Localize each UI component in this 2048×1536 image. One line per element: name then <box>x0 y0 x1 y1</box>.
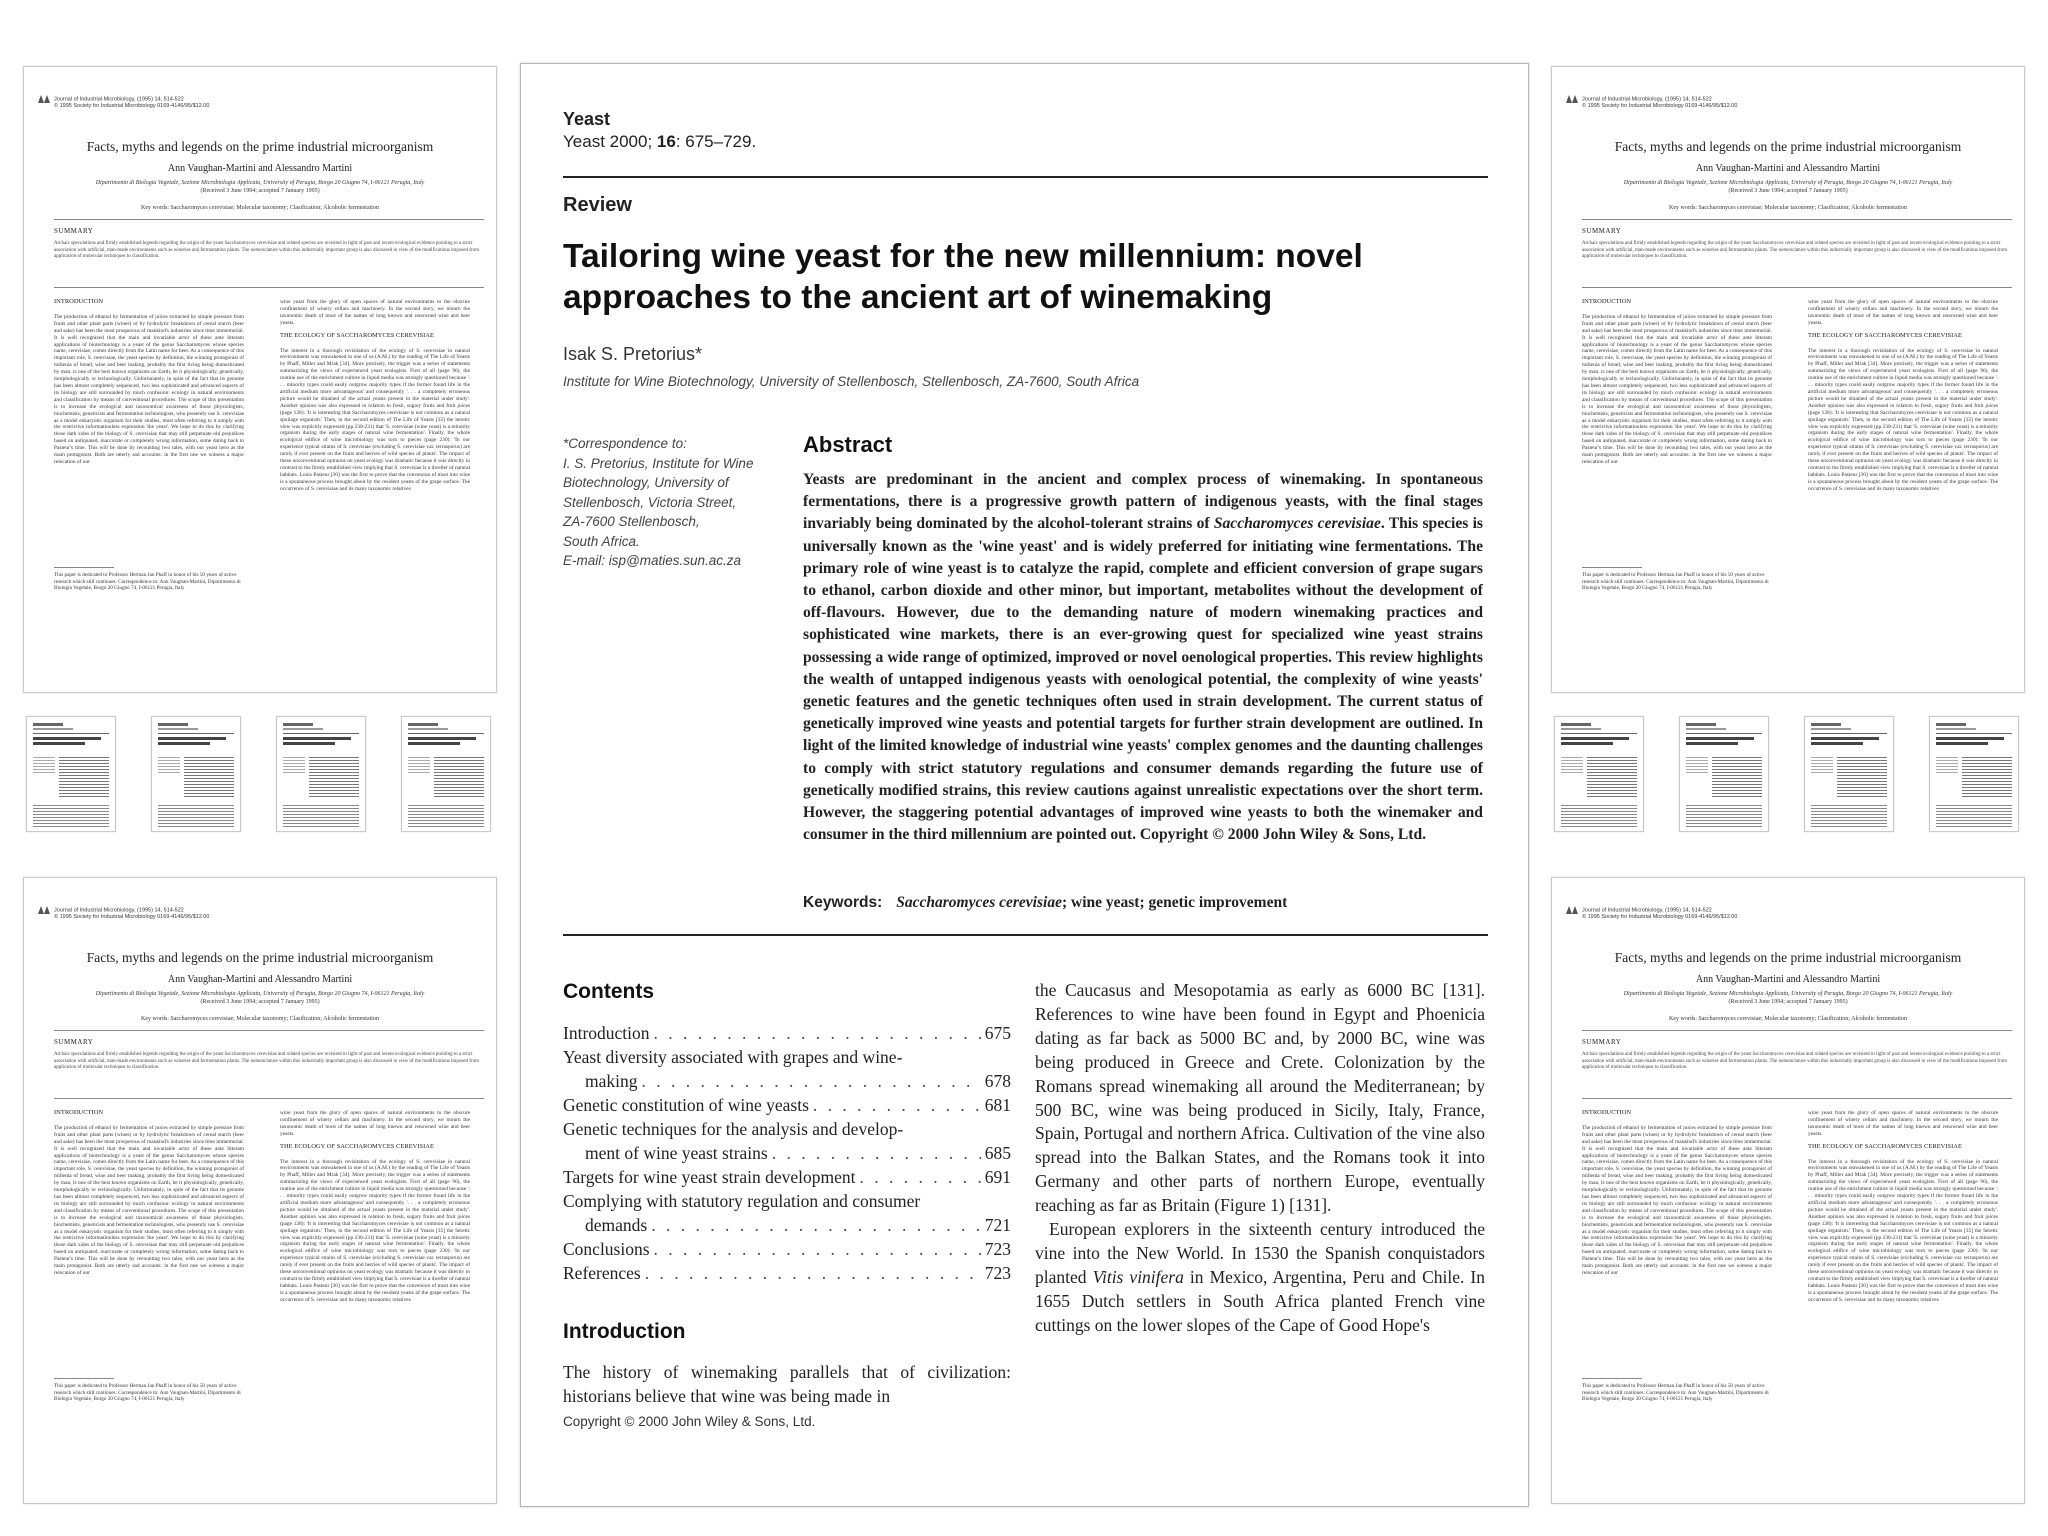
side-paper-authors: Ann Vaughan-Martini and Alessandro Martini <box>1695 974 1881 985</box>
page-thumbnail[interactable] <box>1554 716 1644 832</box>
toc-entry[interactable]: Introduction . . . 675 <box>563 1021 1011 1045</box>
contents-heading: Contents <box>563 980 654 1003</box>
side-column-right: wine yeast from the glory of open spaces of natural environments to the obscure confinement of winery cellars and machinery. In the second story, we mourn the taxonomic death of most of the names of long known and renowned wine and beer yeasts. THE ECOLOGY OF SACCHAROMYCES CEREVISIAE The interest in a thorough revisitation of the ecology of S. cerevisiae in natural environments was reawakened in one of us (A.M.) by the reading of The Life of Yeasts by Phaff, Miller and Mrak [34]. More precisely, the trigger was a series of statements summarizing the views of experienced yeast ecologists. First of all (page 96), the routine use of the enrichment culture in liquid media was strongly questioned because '. . . minority types could easily outgrow majority types if the former found life in the artificial medium more advantageous' and consequently '. . . a completely erroneous picture would be obtained of the actual yeasts present in the material under study'. Another opinion was also expressed in relation to fresh, sugary fruits and fruit juices (page 128): 'It is interesting that Saccharomyces cerevisiae is not common as a natural spoilage organism.' Then, in the second edition of The Life of Yeasts [35] the heretic view was explicitly expressed (pp 230-231) that 'S. cerevisiae (wine yeast) is a minority organism during the early stages of natural wine fermentation'. Finally, the whole ecological edifice of wine microbiology was torn to pieces (page 230): 'In our experience typical strains of S. cerevisiae (excluding S. cerevisiae var. terrasporus) are rarely if ever present on the fruits and berries of wild species of plants'. The impact of these unconventional opinions on yeast ecology was dramatic because it was directly in contrast to the firmly established view implying that S. cerevisiae is a dweller of natural habitats. Louis Pasteur [30] was the first to prove that the conversion of must into wine is a spontaneous process brought about by the resident yeasts of the grape surface. The occurrence of S. cerevisiae and its many taxonomic relatives <box>280 1110 470 1303</box>
side-paper-page <box>23 66 497 693</box>
toc-entry[interactable]: Targets for wine yeast strain development . . . 691 <box>563 1165 1011 1189</box>
page-thumbnail[interactable] <box>401 716 491 832</box>
side-paper-authors: Ann Vaughan-Martini and Alessandro Martini <box>1695 163 1881 174</box>
side-paper-authors: Ann Vaughan-Martini and Alessandro Martini <box>167 974 353 985</box>
side-footnote: This paper is dedicated to Professor Herman Jan Phaff in honor of his 50 years of active research which still continues. Correspondence to: Ann Vaughan-Martini, Dipartimento di Biologia Vegetale, Borgo 20 Giugno 74, I-06121 Perugia, Italy <box>54 1378 244 1403</box>
table-of-contents <box>563 1021 1011 1285</box>
page-thumbnail[interactable] <box>1804 716 1894 832</box>
abstract-heading: Abstract <box>803 432 893 457</box>
side-paper-title: Facts, myths and legends on the prime industrial microorganism <box>86 950 434 965</box>
page-thumbnail[interactable] <box>1929 716 2019 832</box>
toc-entry[interactable]: References . . . 723 <box>563 1261 1011 1285</box>
side-summary-text: Archaic speculations and firmly established legends regarding the origin of the yeast Saccharomyces cerevisiae and related species are revisited in light of past and recent ecological evidence pointing to a strict association with artificial, man-made environments such as wineries and fermentation plants. The nomenclature within this industrially important group is also discussed in view of the modifications imposed from application of molecular techniques to classification. <box>54 1052 479 1070</box>
side-footnote: This paper is dedicated to Professor Herman Jan Phaff in honor of his 50 years of active research which still continues. Correspondence to: Ann Vaughan-Martini, Dipartimento di Biologia Vegetale, Borgo 20 Giugno 74, I-06121 Perugia, Italy <box>54 567 244 592</box>
side-rule <box>54 219 484 220</box>
journal-name: Yeast <box>563 109 611 129</box>
header-rule <box>563 176 1488 178</box>
toc-entry[interactable]: demands . . . 721 <box>563 1213 1011 1237</box>
article-author: Isak S. Pretorius* <box>563 344 703 364</box>
side-rule <box>1582 1098 2012 1099</box>
side-column-right: wine yeast from the glory of open spaces of natural environments to the obscure confinement of winery cellars and machinery. In the second story, we mourn the taxonomic death of most of the names of long known and renowned wine and beer yeasts. THE ECOLOGY OF SACCHAROMYCES CEREVISIAE The interest in a thorough revisitation of the ecology of S. cerevisiae in natural environments was reawakened in one of us (A.M.) by the reading of The Life of Yeasts by Phaff, Miller and Mrak [34]. More precisely, the trigger was a series of statements summarizing the views of experienced yeast ecologists. First of all (page 96), the routine use of the enrichment culture in liquid media was strongly questioned because '. . . minority types could easily outgrow majority types if the former found life in the artificial medium more advantageous' and consequently '. . . a completely erroneous picture would be obtained of the actual yeasts present in the material under study'. Another opinion was also expressed in relation to fresh, sugary fruits and fruit juices (page 128): 'It is interesting that Saccharomyces cerevisiae is not common as a natural spoilage organism.' Then, in the second edition of The Life of Yeasts [35] the heretic view was explicitly expressed (pp 230-231) that 'S. cerevisiae (wine yeast) is a minority organism during the early stages of natural wine fermentation'. Finally, the whole ecological edifice of wine microbiology was torn to pieces (page 230): 'In our experience typical strains of S. cerevisiae (excluding S. cerevisiae var. terrasporus) are rarely if ever present on the fruits and berries of wild species of plants'. The impact of these unconventional opinions on yeast ecology was dramatic because it was directly in contrast to the firmly established view implying that S. cerevisiae is a dweller of natural habitats. Louis Pasteur [30] was the first to prove that the conversion of must into wine is a spontaneous process brought about by the resident yeasts of the grape surface. The occurrence of S. cerevisiae and its many taxonomic relatives <box>1808 299 1998 492</box>
page-thumbnail[interactable] <box>151 716 241 832</box>
page-thumbnail[interactable] <box>26 716 116 832</box>
side-paper-keywords: Key words: Saccharomyces cerevisiae; Molecular taxonomy; Clasification; Alcoholic fermentation <box>1669 205 1907 211</box>
side-summary-text: Archaic speculations and firmly established legends regarding the origin of the yeast Saccharomyces cerevisiae and related species are revisited in light of past and recent ecological evidence pointing to a strict association with artificial, man-made environments such as wineries and fermentation plants. The nomenclature within this industrially important group is also discussed in view of the modifications imposed from application of molecular techniques to classification. <box>1582 241 2007 259</box>
toc-entry[interactable]: Genetic constitution of wine yeasts . . . 681 <box>563 1093 1011 1117</box>
side-journal-header: Journal of Industrial Microbiology, (1995) 14, 514-522 © 1995 Society for Industrial Microbiology 0169-4146/95/$12.00 <box>1566 95 1737 110</box>
author-affiliation: Institute for Wine Biotechnology, University of Stellenbosch, Stellenbosch, ZA-7600, South Africa <box>563 374 1140 389</box>
page-thumbnail[interactable] <box>276 716 366 832</box>
toc-entry[interactable]: Complying with statutory regulation and consumer <box>563 1191 921 1211</box>
side-paper-affiliation: Dipartimento di Biologia Vegetale, Sezione Microbiologia Applicata, University of Perugia, Borgo 20 Giugno 74, I-06121 Perugia, Italy (Received 3 June 1994; accepted 7 January 1995) <box>1623 991 1953 1005</box>
side-paper-title: Facts, myths and legends on the prime industrial microorganism <box>1614 950 1962 965</box>
side-column-left: INTRODUCTION The production of ethanol by fermentation of juices extracted by simple pressure from fruits and other plant parts (wines) or by hydrolytic breakdown of cereal starch (beer and sake) has been the most prosperous of mankind's industries since time immemorial. It is well recognized that the main and invariable actor of these ante litteram applications of biotechnology is a yeast of the genus Saccharomyces whose species name, cerevisiae, comes directly from the Latin name for beer. As a consequence of this important role, S. cerevisiae, the yeast species by definition, the winning protagonist of millenia of bread, wine and beer making, probably the first living being domesticated by man, is one of the best known organisms on Earth, be it physiologically, genetically, morphologically or technologically. Unfortunately, in spite of the fact that its genome has been almost completely sequenced, two less sophisticated and advanced aspects of its biology are still surrounded by much confusion: ecology in natural environments and classification by means of conventional procedures. The scope of this presentation is to increase the ecological and taxonomical awareness of those physiologists, biochemists, geneticists and fermentation technologists, who presently use S. cerevisiae as a model eukaryotic organism for their studies, most often referring to it simply with the restrictive informationless expression 'the yeast'. We hope to do this by clarifying those dark sides of the biology of S. cerevisiae that may still perpetuate old prejudices based on antiquated, inaccurate or completely wrong information, some dating back to Pasteur's time. This will be done by recounting two tales, with our yeast hero as the main protagonist. Both are utterly sad accounts: in the first one we witness a major relocation of our <box>1582 1110 1772 1276</box>
side-summary-heading: SUMMARY <box>1582 227 1622 235</box>
journal-logo-icon <box>38 906 50 914</box>
side-summary-text: Archaic speculations and firmly established legends regarding the origin of the yeast Saccharomyces cerevisiae and related species are revisited in light of past and recent ecological evidence pointing to a strict association with artificial, man-made environments such as wineries and fermentation plants. The nomenclature within this industrially important group is also discussed in view of the modifications imposed from application of molecular techniques to classification. <box>54 241 479 259</box>
abstract-text: Yeasts are predominant in the ancient and complex process of winemaking. In spontaneous fermentations, there is a progressive growth pattern of indigenous yeasts, with the final stages invariably being dominated by the alcohol-tolerant strains of Saccharomyces cerevisiae. This species is universally known as the 'wine yeast' and is widely preferred for initiating wine fermentations. The primary role of wine yeast is to catalyze the rapid, complete and efficient conversion of grape sugars to ethanol, carbon dioxide and other minor, but important, metabolites without the development of off-flavours. However, due to the demanding nature of modern winemaking practices and sophisticated wine markets, there is an ever-growing quest for specialized wine yeast strains possessing a wide range of optimized, improved or novel oenological properties. This review highlights the wealth of untapped indigenous yeasts with oenological potential, the complexity of wine yeasts' genetic features and the genetic techniques often used in strain development. The current status of genetically improved wine yeasts and potential targets for further strain development are outlined. In light of the limited knowledge of industrial wine yeasts' complex genomes and the daunting challenges to comply with strict statutory regulations and consumer demands regarding the future use of genetically modified strains, this review cautions against unrealistic expectations over the short term. However, the staggering potential advantages of improved wine yeasts to both the winemaker and consumer in the third millennium are pointed out. Copyright © 2000 John Wiley & Sons, Ltd. <box>803 471 1483 844</box>
side-paper-keywords: Key words: Saccharomyces cerevisiae; Molecular taxonomy; Clasification; Alcoholic fermentation <box>1669 1016 1907 1022</box>
side-paper-page <box>1551 66 2025 693</box>
side-column-left: INTRODUCTION The production of ethanol by fermentation of juices extracted by simple pressure from fruits and other plant parts (wines) or by hydrolytic breakdown of cereal starch (beer and sake) has been the most prosperous of mankind's industries since time immemorial. It is well recognized that the main and invariable actor of these ante litteram applications of biotechnology is a yeast of the genus Saccharomyces whose species name, cerevisiae, comes directly from the Latin name for beer. As a consequence of this important role, S. cerevisiae, the yeast species by definition, the winning protagonist of millenia of bread, wine and beer making, probably the first living being domesticated by man, is one of the best known organisms on Earth, be it physiologically, genetically, morphologically or technologically. Unfortunately, in spite of the fact that its genome has been almost completely sequenced, two less sophisticated and advanced aspects of its biology are still surrounded by much confusion: ecology in natural environments and classification by means of conventional procedures. The scope of this presentation is to increase the ecological and taxonomical awareness of those physiologists, biochemists, geneticists and fermentation technologists, who presently use S. cerevisiae as a model eukaryotic organism for their studies, most often referring to it simply with the restrictive informationless expression 'the yeast'. We hope to do this by clarifying those dark sides of the biology of S. cerevisiae that may still perpetuate old prejudices based on antiquated, inaccurate or completely wrong information, some dating back to Pasteur's time. This will be done by recounting two tales, with our yeast hero as the main protagonist. Both are utterly sad accounts: in the first one we witness a major relocation of our <box>54 1110 244 1276</box>
page-thumbnail[interactable] <box>1679 716 1769 832</box>
side-rule <box>54 287 484 288</box>
side-column-right: wine yeast from the glory of open spaces of natural environments to the obscure confinement of winery cellars and machinery. In the second story, we mourn the taxonomic death of most of the names of long known and renowned wine and beer yeasts. THE ECOLOGY OF SACCHAROMYCES CEREVISIAE The interest in a thorough revisitation of the ecology of S. cerevisiae in natural environments was reawakened in one of us (A.M.) by the reading of The Life of Yeasts by Phaff, Miller and Mrak [34]. More precisely, the trigger was a series of statements summarizing the views of experienced yeast ecologists. First of all (page 96), the routine use of the enrichment culture in liquid media was strongly questioned because '. . . minority types could easily outgrow majority types if the former found life in the artificial medium more advantageous' and consequently '. . . a completely erroneous picture would be obtained of the actual yeasts present in the material under study'. Another opinion was also expressed in relation to fresh, sugary fruits and fruit juices (page 128): 'It is interesting that Saccharomyces cerevisiae is not common as a natural spoilage organism.' Then, in the second edition of The Life of Yeasts [35] the heretic view was explicitly expressed (pp 230-231) that 'S. cerevisiae (wine yeast) is a minority organism during the early stages of natural wine fermentation'. Finally, the whole ecological edifice of wine microbiology was torn to pieces (page 230): 'In our experience typical strains of S. cerevisiae (excluding S. cerevisiae var. terrasporus) are rarely if ever present on the fruits and berries of wild species of plants'. The impact of these unconventional opinions on yeast ecology was dramatic because it was directly in contrast to the firmly established view implying that S. cerevisiae is a dweller of natural habitats. Louis Pasteur [30] was the first to prove that the conversion of must into wine is a spontaneous process brought about by the resident yeasts of the grape surface. The occurrence of S. cerevisiae and its many taxonomic relatives <box>280 299 470 492</box>
side-rule <box>54 1030 484 1031</box>
side-column-left: INTRODUCTION The production of ethanol by fermentation of juices extracted by simple pressure from fruits and other plant parts (wines) or by hydrolytic breakdown of cereal starch (beer and sake) has been the most prosperous of mankind's industries since time immemorial. It is well recognized that the main and invariable actor of these ante litteram applications of biotechnology is a yeast of the genus Saccharomyces whose species name, cerevisiae, comes directly from the Latin name for beer. As a consequence of this important role, S. cerevisiae, the yeast species by definition, the winning protagonist of millenia of bread, wine and beer making, probably the first living being domesticated by man, is one of the best known organisms on Earth, be it physiologically, genetically, morphologically or technologically. Unfortunately, in spite of the fact that its genome has been almost completely sequenced, two less sophisticated and advanced aspects of its biology are still surrounded by much confusion: ecology in natural environments and classification by means of conventional procedures. The scope of this presentation is to increase the ecological and taxonomical awareness of those physiologists, biochemists, geneticists and fermentation technologists, who presently use S. cerevisiae as a model eukaryotic organism for their studies, most often referring to it simply with the restrictive informationless expression 'the yeast'. We hope to do this by clarifying those dark sides of the biology of S. cerevisiae that may still perpetuate old prejudices based on antiquated, inaccurate or completely wrong information, some dating back to Pasteur's time. This will be done by recounting two tales, with our yeast hero as the main protagonist. Both are utterly sad accounts: in the first one we witness a major relocation of our <box>54 299 244 465</box>
copyright-footer: Copyright © 2000 John Wiley & Sons, Ltd. <box>563 1414 816 1429</box>
toc-entry[interactable]: ment of wine yeast strains . . . 685 <box>563 1141 1011 1165</box>
abstract-rule <box>563 934 1488 936</box>
journal-logo-icon <box>1566 906 1578 914</box>
side-rule <box>1582 1030 2012 1031</box>
side-summary-heading: SUMMARY <box>54 227 94 235</box>
side-paper-affiliation: Dipartimento di Biologia Vegetale, Sezione Microbiologia Applicata, University of Perugia, Borgo 20 Giugno 74, I-06121 Perugia, Italy (Received 3 June 1994; accepted 7 January 1995) <box>95 180 425 194</box>
side-paper-affiliation: Dipartimento di Biologia Vegetale, Sezione Microbiologia Applicata, University of Perugia, Borgo 20 Giugno 74, I-06121 Perugia, Italy (Received 3 June 1994; accepted 7 January 1995) <box>95 991 425 1005</box>
keywords: Keywords: Saccharomyces cerevisiae; wine yeast; genetic improvement <box>803 894 1288 911</box>
side-paper-page <box>1551 877 2025 1504</box>
side-summary-heading: SUMMARY <box>1582 1038 1622 1046</box>
toc-entry[interactable]: Genetic techniques for the analysis and develop- <box>563 1119 904 1139</box>
correspondence-block: *Correspondence to: I. S. Pretorius, Institute for Wine Biotechnology, University of Stellenbosch, Victoria Street, ZA-7600 Stellenbosch, South Africa. E-mail: isp@maties.sun.ac.za <box>563 436 754 568</box>
side-journal-header: Journal of Industrial Microbiology, (1995) 14, 514-522 © 1995 Society for Industrial Microbiology 0169-4146/95/$12.00 <box>38 95 209 110</box>
toc-entry[interactable]: Conclusions . . . 723 <box>563 1237 1011 1261</box>
article-title: Tailoring wine yeast for the new millennium: novel approaches to the ancient art of winemaking <box>563 238 1363 316</box>
side-paper-keywords: Key words: Saccharomyces cerevisiae; Molecular taxonomy; Clasification; Alcoholic fermentation <box>141 1016 379 1022</box>
journal-logo-icon <box>38 95 50 103</box>
side-paper-keywords: Key words: Saccharomyces cerevisiae; Molecular taxonomy; Clasification; Alcoholic fermentation <box>141 205 379 211</box>
side-journal-header: Journal of Industrial Microbiology, (1995) 14, 514-522 © 1995 Society for Industrial Microbiology 0169-4146/95/$12.00 <box>38 906 209 921</box>
journal-logo-icon <box>1566 95 1578 103</box>
side-footnote: This paper is dedicated to Professor Herman Jan Phaff in honor of his 50 years of active research which still continues. Correspondence to: Ann Vaughan-Martini, Dipartimento di Biologia Vegetale, Borgo 20 Giugno 74, I-06121 Perugia, Italy <box>1582 1378 1772 1403</box>
section-label: Review <box>563 194 632 216</box>
side-paper-title: Facts, myths and legends on the prime industrial microorganism <box>1614 139 1962 154</box>
side-paper-title: Facts, myths and legends on the prime industrial microorganism <box>86 139 434 154</box>
toc-entry[interactable]: Yeast diversity associated with grapes and wine- <box>563 1047 903 1067</box>
side-rule <box>1582 287 2012 288</box>
side-column-left: INTRODUCTION The production of ethanol by fermentation of juices extracted by simple pressure from fruits and other plant parts (wines) or by hydrolytic breakdown of cereal starch (beer and sake) has been the most prosperous of mankind's industries since time immemorial. It is well recognized that the main and invariable actor of these ante litteram applications of biotechnology is a yeast of the genus Saccharomyces whose species name, cerevisiae, comes directly from the Latin name for beer. As a consequence of this important role, S. cerevisiae, the yeast species by definition, the winning protagonist of millenia of bread, wine and beer making, probably the first living being domesticated by man, is one of the best known organisms on Earth, be it physiologically, genetically, morphologically or technologically. Unfortunately, in spite of the fact that its genome has been almost completely sequenced, two less sophisticated and advanced aspects of its biology are still surrounded by much confusion: ecology in natural environments and classification by means of conventional procedures. The scope of this presentation is to increase the ecological and taxonomical awareness of those physiologists, biochemists, geneticists and fermentation technologists, who presently use S. cerevisiae as a model eukaryotic organism for their studies, most often referring to it simply with the restrictive informationless expression 'the yeast'. We hope to do this by clarifying those dark sides of the biology of S. cerevisiae that may still perpetuate old prejudices based on antiquated, inaccurate or completely wrong information, some dating back to Pasteur's time. This will be done by recounting two tales, with our yeast hero as the main protagonist. Both are utterly sad accounts: in the first one we witness a major relocation of our <box>1582 299 1772 465</box>
side-paper-page <box>23 877 497 1504</box>
introduction-heading: Introduction <box>563 1320 686 1343</box>
journal-citation: Yeast 2000; 16: 675–729. <box>563 132 757 151</box>
side-summary-heading: SUMMARY <box>54 1038 94 1046</box>
side-column-right: wine yeast from the glory of open spaces of natural environments to the obscure confinement of winery cellars and machinery. In the second story, we mourn the taxonomic death of most of the names of long known and renowned wine and beer yeasts. THE ECOLOGY OF SACCHAROMYCES CEREVISIAE The interest in a thorough revisitation of the ecology of S. cerevisiae in natural environments was reawakened in one of us (A.M.) by the reading of The Life of Yeasts by Phaff, Miller and Mrak [34]. More precisely, the trigger was a series of statements summarizing the views of experienced yeast ecologists. First of all (page 96), the routine use of the enrichment culture in liquid media was strongly questioned because '. . . minority types could easily outgrow majority types if the former found life in the artificial medium more advantageous' and consequently '. . . a completely erroneous picture would be obtained of the actual yeasts present in the material under study'. Another opinion was also expressed in relation to fresh, sugary fruits and fruit juices (page 128): 'It is interesting that Saccharomyces cerevisiae is not common as a natural spoilage organism.' Then, in the second edition of The Life of Yeasts [35] the heretic view was explicitly expressed (pp 230-231) that 'S. cerevisiae (wine yeast) is a minority organism during the early stages of natural wine fermentation'. Finally, the whole ecological edifice of wine microbiology was torn to pieces (page 230): 'In our experience typical strains of S. cerevisiae (excluding S. cerevisiae var. terrasporus) are rarely if ever present on the fruits and berries of wild species of plants'. The impact of these unconventional opinions on yeast ecology was dramatic because it was directly in contrast to the firmly established view implying that S. cerevisiae is a dweller of natural habitats. Louis Pasteur [30] was the first to prove that the conversion of must into wine is a spontaneous process brought about by the resident yeasts of the grape surface. The occurrence of S. cerevisiae and its many taxonomic relatives <box>1808 1110 1998 1303</box>
side-rule <box>1582 219 2012 220</box>
toc-entry[interactable]: making . . . 678 <box>563 1069 1011 1093</box>
side-rule <box>54 1098 484 1099</box>
right-column-text: the Caucasus and Mesopotamia as early as 6000 BC [131]. References to wine have been found in Egypt and Phoenicia dating as far back as 5000 BC and, by 2000 BC, wine was being produced in Greece and Crete. Colonization by the Romans spread winemaking all around the Mediterranean; by 500 BC, wine was being produced in Sicily, Italy, France, Spain, Portugal and northern Africa. Cultivation of the vine also spread into the Balkan States, and the Romans took it into Germany and other parts of northern Europe, eventually reaching as far as Britain (Figure 1) [131]. European explorers in the sixteenth century introduced the vine into the New World. In 1530 the Spanish conquistadors planted Vitis vinifera in Mexico, Argentina, Peru and Chile. In 1655 Dutch settlers in South Africa planted French vine cuttings on the lower slopes of the Cape of Good Hope's <box>1035 980 1485 1335</box>
introduction-text: The history of winemaking parallels that of civilization: historians believe that wine was being made in <box>563 1362 1011 1406</box>
side-paper-affiliation: Dipartimento di Biologia Vegetale, Sezione Microbiologia Applicata, University of Perugia, Borgo 20 Giugno 74, I-06121 Perugia, Italy (Received 3 June 1994; accepted 7 January 1995) <box>1623 180 1953 194</box>
side-journal-header: Journal of Industrial Microbiology, (1995) 14, 514-522 © 1995 Society for Industrial Microbiology 0169-4146/95/$12.00 <box>1566 906 1737 921</box>
side-summary-text: Archaic speculations and firmly established legends regarding the origin of the yeast Saccharomyces cerevisiae and related species are revisited in light of past and recent ecological evidence pointing to a strict association with artificial, man-made environments such as wineries and fermentation plants. The nomenclature within this industrially important group is also discussed in view of the modifications imposed from application of molecular techniques to classification. <box>1582 1052 2007 1070</box>
main-article-page <box>520 63 1529 1507</box>
side-footnote: This paper is dedicated to Professor Herman Jan Phaff in honor of his 50 years of active research which still continues. Correspondence to: Ann Vaughan-Martini, Dipartimento di Biologia Vegetale, Borgo 20 Giugno 74, I-06121 Perugia, Italy <box>1582 567 1772 592</box>
side-paper-authors: Ann Vaughan-Martini and Alessandro Martini <box>167 163 353 174</box>
